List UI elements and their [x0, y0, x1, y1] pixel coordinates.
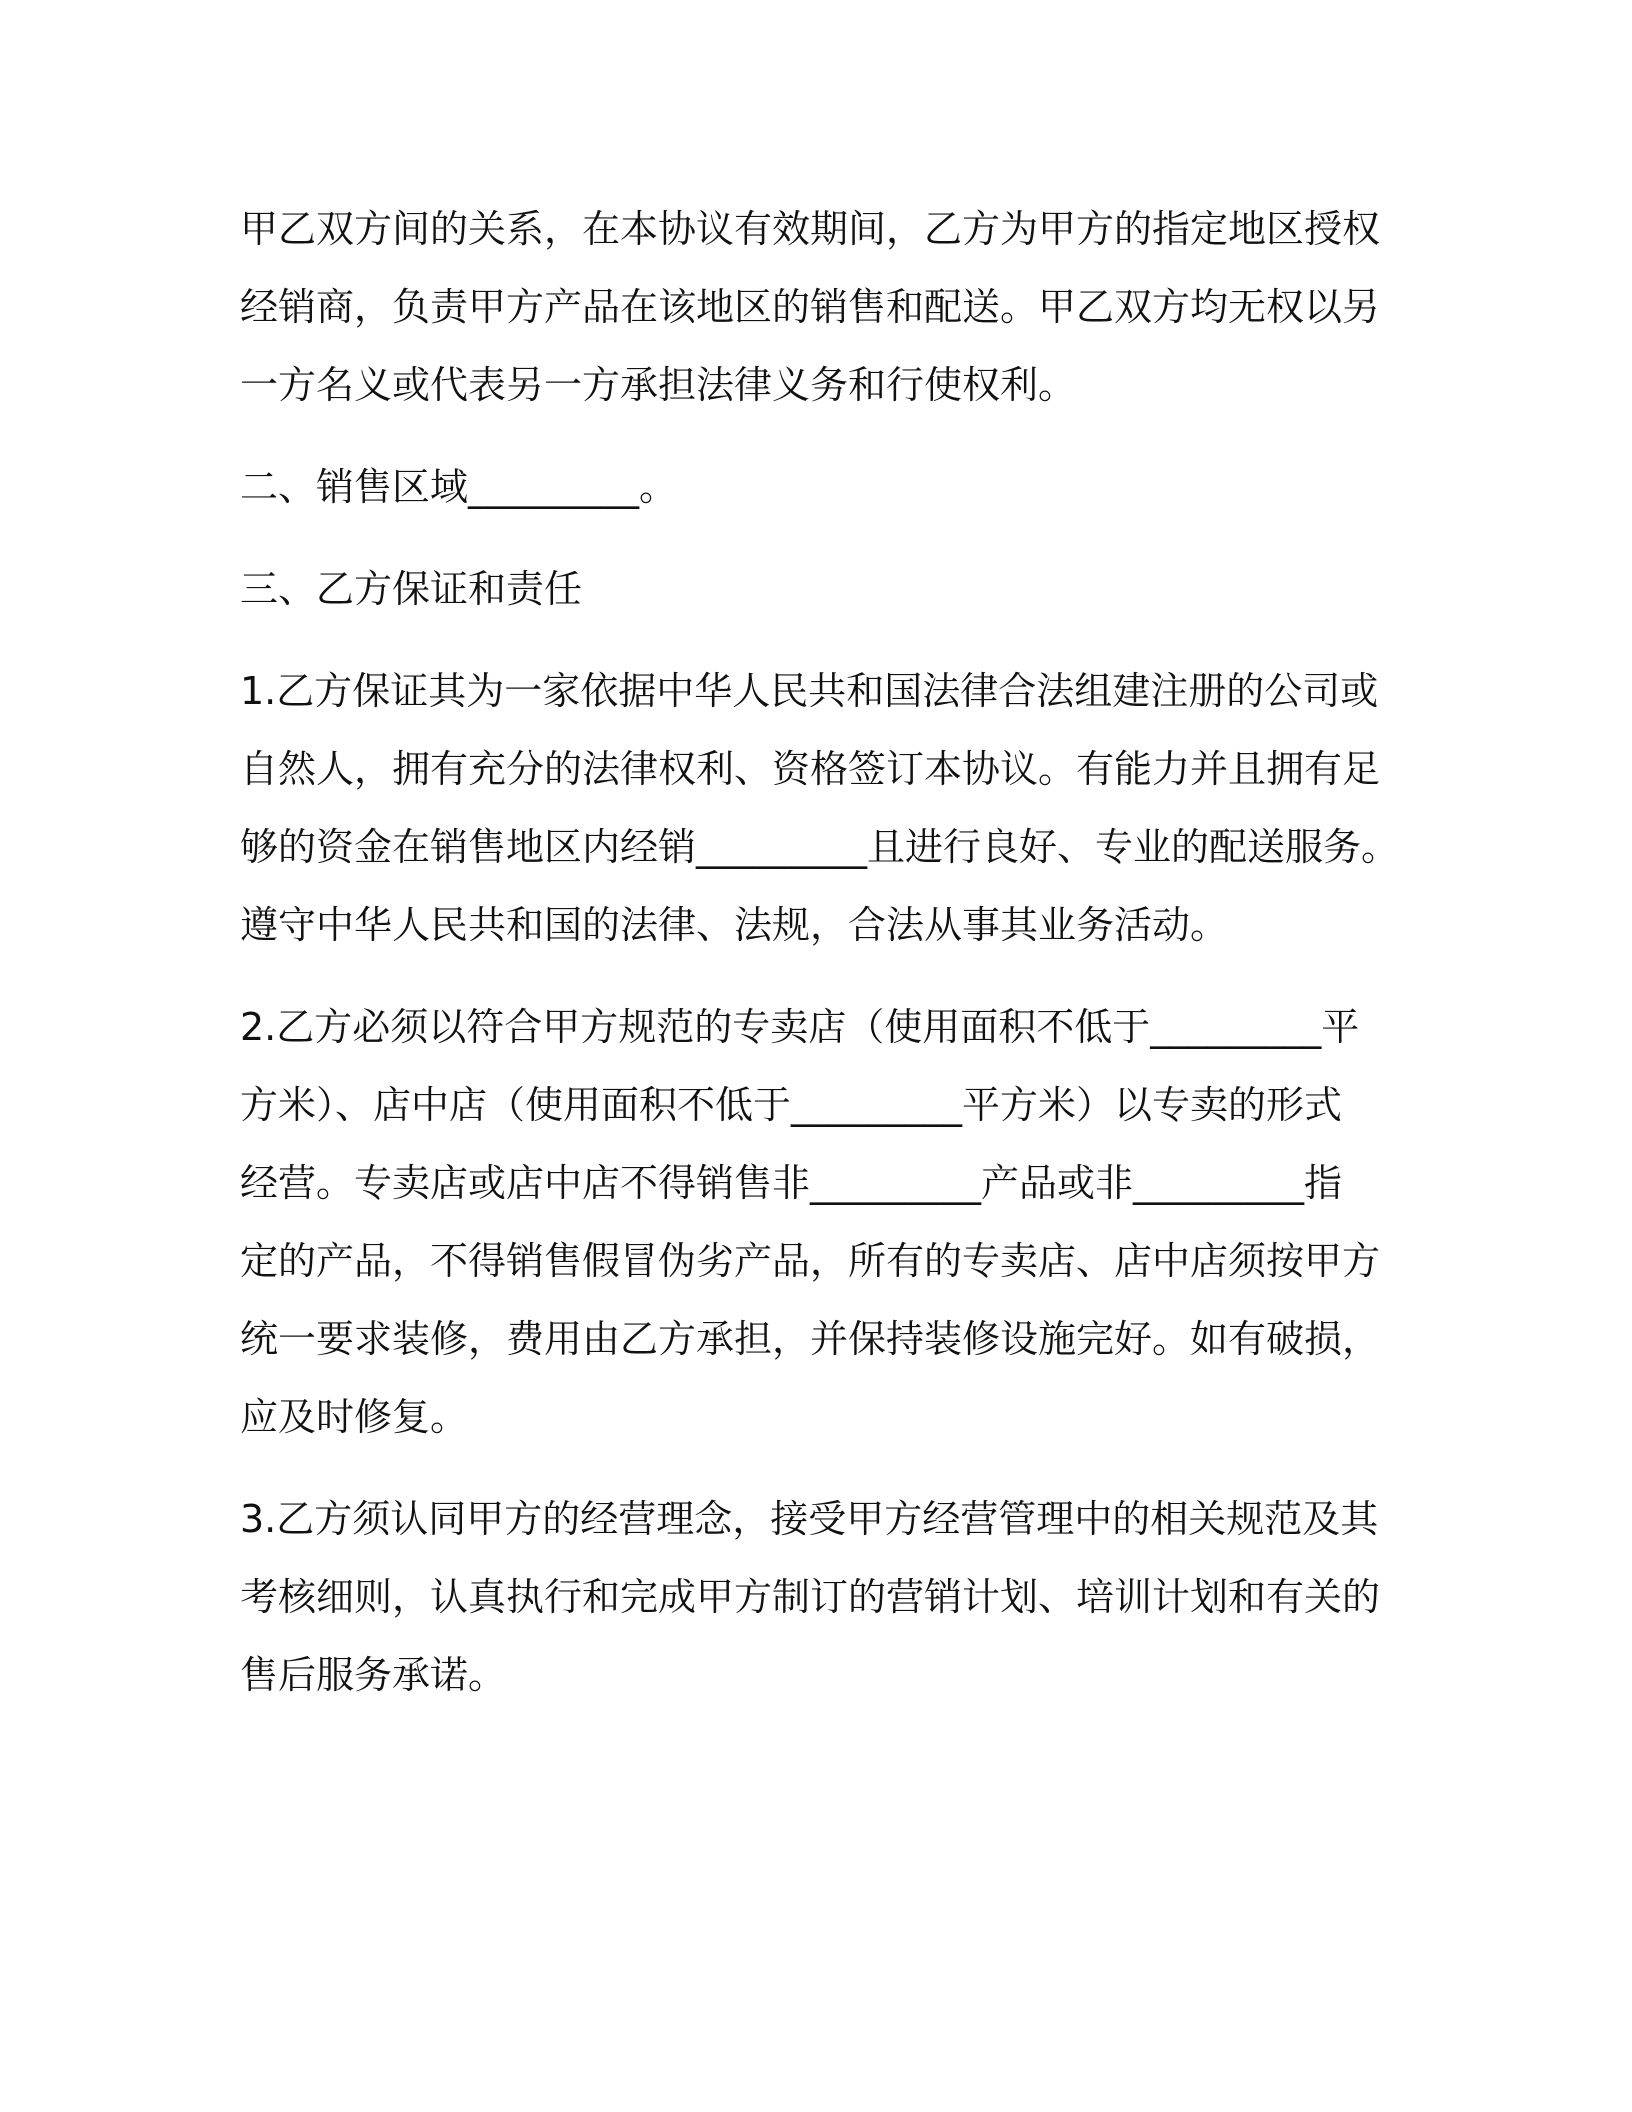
- section-heading-sales-area: [240, 448, 1400, 526]
- text-line: 方米）、店中店（使用面积不低于_________平方米）以专卖的形式: [240, 1083, 1343, 1127]
- text-line: 统一要求装修，费用由乙方承担，并保持装修设施完好。如有破损，: [240, 1317, 1381, 1361]
- text-line: 应及时修复。: [240, 1395, 469, 1439]
- text-line: 定的产品，不得销售假冒伪劣产品，所有的专卖店、店中店须按甲方: [240, 1239, 1381, 1283]
- section-heading-guarantees: [240, 550, 1400, 628]
- text-line: 经销商，负责甲方产品在该地区的销售和配送。甲乙双方均无权以另: [240, 285, 1381, 329]
- text-line: 二、销售区域_________。: [240, 465, 678, 509]
- text-line: 一方名义或代表另一方承担法律义务和行使权利。: [240, 363, 1077, 407]
- clause-2: [240, 988, 1400, 1456]
- text-line: 售后服务承诺。: [240, 1653, 507, 1697]
- text-line: 3.乙方须认同甲方的经营理念，接受甲方经营管理中的相关规范及其: [240, 1497, 1379, 1541]
- text-line: 甲乙双方间的关系，在本协议有效期间，乙方为甲方的指定地区授权: [240, 207, 1381, 251]
- text-line: 考核细则，认真执行和完成甲方制订的营销计划、培训计划和有关的: [240, 1575, 1381, 1619]
- document-page: [240, 190, 1400, 1714]
- paragraph-relationship: [240, 190, 1400, 424]
- text-line: 自然人，拥有充分的法律权利、资格签订本协议。有能力并且拥有足: [240, 747, 1381, 791]
- text-line: 经营。专卖店或店中店不得销售非_________产品或非_________指: [240, 1161, 1343, 1205]
- text-line: 遵守中华人民共和国的法律、法规，合法从事其业务活动。: [240, 903, 1229, 947]
- clause-3: [240, 1480, 1400, 1714]
- text-line: 2.乙方必须以符合甲方规范的专卖店（使用面积不低于_________平: [240, 1005, 1360, 1049]
- text-line: 够的资金在销售地区内经销_________且进行良好、专业的配送服务。: [240, 825, 1400, 869]
- text-line: 三、乙方保证和责任: [240, 567, 583, 611]
- clause-1: [240, 652, 1400, 964]
- text-line: 1.乙方保证其为一家依据中华人民共和国法律合法组建注册的公司或: [240, 669, 1379, 713]
